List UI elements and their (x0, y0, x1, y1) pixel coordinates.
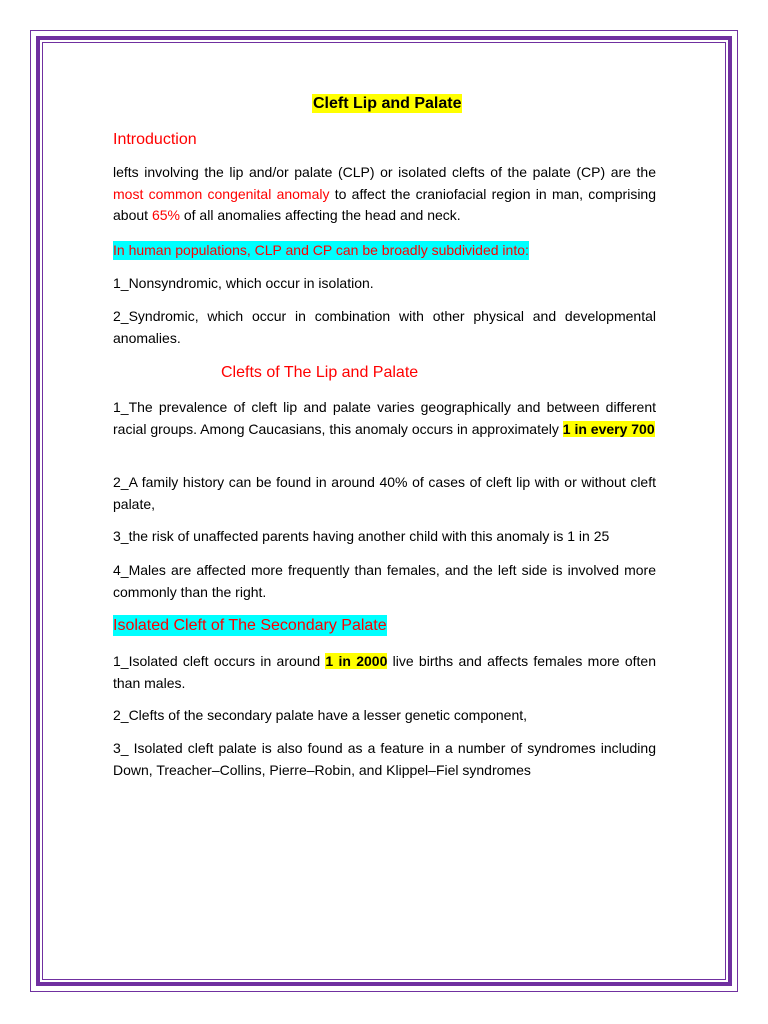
intro-text-3: of all anomalies affecting the head and neck. (179, 207, 461, 223)
iso-item-3: 3_ Isolated cleft palate is also found as a feature in a number of syndromes including Down, Treacher–Collins, Pierre–Robin, and Klippel–Fiel syndromes (113, 740, 656, 778)
clp-item-4: 4_Males are affected more frequently than females, and the left side is involved more commonly than the right. (113, 562, 656, 600)
intro-text-1: lefts involving the lip and/or palate (CLP) or isolated clefts of the palate (CP) are the (113, 164, 656, 180)
introduction-heading: Introduction (113, 131, 197, 148)
iso-item-1 (113, 651, 656, 694)
intro-paragraph (113, 162, 656, 227)
iso-item-1-post: live births and affects females more often than males. (113, 653, 656, 691)
document-title: Cleft Lip and Palate (313, 95, 462, 112)
intro-text-2: to affect the craniofacial region in man, comprising about (113, 185, 657, 223)
nonsyndromic-item: 1_Nonsyndromic, which occur in isolation. (113, 275, 374, 291)
syndromic-item: 2_Syndromic, which occur in combination with other physical and developmental anomalies. (113, 308, 656, 346)
isolated-heading: Isolated Cleft of The Secondary Palate (113, 617, 387, 634)
clp-item-1-highlight: 1 in every 700 (562, 420, 655, 437)
clp-item-1 (113, 397, 656, 440)
clp-item-2: 2_A family history can be found in around 40% of cases of cleft lip with or without cleft palate, (113, 474, 656, 512)
clp-item-3: 3_the risk of unaffected parents having another child with this anomaly is 1 in 25 (113, 528, 610, 544)
clp-item-1-text: 1_The prevalence of cleft lip and palate varies geographically and between different racial groups. Among Caucasians, this anomaly occurs in approximately (113, 399, 656, 437)
intro-text-red-2: 65% (151, 207, 180, 223)
iso-item-1-pre: 1_Isolated cleft occurs in around (113, 653, 326, 669)
subdivided-line: In human populations, CLP and CP can be broadly subdivided into: (113, 242, 529, 258)
iso-item-2: 2_Clefts of the secondary palate have a lesser genetic component, (113, 707, 528, 723)
iso-item-1-highlight: 1 in 2000 (325, 653, 388, 669)
clefts-heading: Clefts of The Lip and Palate (221, 364, 419, 381)
intro-text-red-1: most common congenital anomaly (113, 185, 330, 202)
